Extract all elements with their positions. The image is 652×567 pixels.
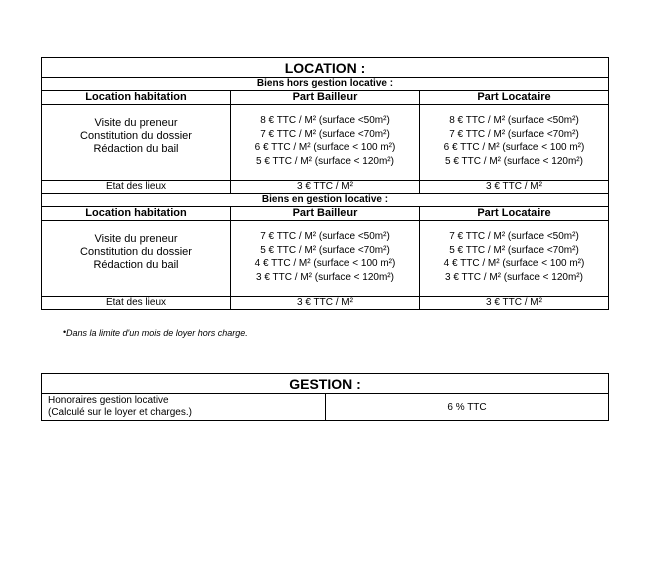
section1-col-locataire: Part Locataire: [420, 91, 609, 105]
section2-etat-label: Etat des lieux: [42, 297, 231, 310]
section2-etat-locataire: 3 € TTC / M²: [420, 297, 609, 310]
price-line: 5 € TTC / M² (surface <70m²): [260, 244, 390, 256]
section1-etat-bailleur: 3 € TTC / M²: [231, 181, 420, 194]
section2-col-location: Location habitation: [42, 207, 231, 221]
section2-services: [42, 221, 231, 297]
price-line: 4 € TTC / M² (surface < 100 m²): [443, 258, 585, 269]
price-line: 8 € TTC / M² (surface <50m²): [260, 115, 390, 126]
section1-etat-locataire: 3 € TTC / M²: [420, 181, 609, 194]
price-line: 7 € TTC / M² (surface <50m²): [449, 231, 579, 242]
price-line: 8 € TTC / M² (surface <50m²): [449, 115, 579, 126]
section1-services: [42, 105, 231, 181]
footnote: Dans la limite d'un mois de loyer hors charge.: [66, 328, 248, 338]
price-line: 3 € TTC / M² (surface < 120m²): [445, 271, 583, 283]
price-line: 6 € TTC / M² (surface < 100 m²): [443, 142, 585, 153]
service-item: Constitution du dossier: [80, 246, 192, 258]
price-line: 5 € TTC / M² (surface <70m²): [449, 244, 579, 256]
section1-col-bailleur: Part Bailleur: [231, 91, 420, 105]
price-line: 7 € TTC / M² (surface <70m²): [449, 128, 579, 140]
price-line: 4 € TTC / M² (surface < 100 m²): [254, 258, 396, 269]
gestion-value: 6 % TTC: [326, 394, 609, 421]
section2-etat-bailleur: 3 € TTC / M²: [231, 297, 420, 310]
service-item: Rédaction du bail: [93, 259, 179, 271]
section1-locataire-prices: [420, 105, 609, 181]
section1-subtitle: Biens hors gestion locative :: [42, 78, 609, 91]
section1-col-location: Location habitation: [42, 91, 231, 105]
section1-etat-label: Etat des lieux: [42, 181, 231, 194]
price-line: 3 € TTC / M² (surface < 120m²): [256, 271, 394, 283]
gestion-label-line1: Honoraires gestion locative: [48, 395, 169, 406]
gestion-label-line2: (Calculé sur le loyer et charges.): [48, 407, 192, 418]
location-table: [41, 57, 609, 310]
gestion-table: [41, 373, 609, 421]
section2-bailleur-prices: [231, 221, 420, 297]
service-item: Rédaction du bail: [93, 143, 179, 155]
gestion-title: GESTION :: [42, 374, 609, 394]
section2-col-locataire: Part Locataire: [420, 207, 609, 221]
location-title: LOCATION :: [42, 58, 609, 78]
section2-col-bailleur: Part Bailleur: [231, 207, 420, 221]
service-item: Constitution du dossier: [80, 130, 192, 142]
service-item: Visite du preneur: [94, 117, 178, 129]
price-line: 6 € TTC / M² (surface < 100 m²): [254, 142, 396, 153]
section1-bailleur-prices: [231, 105, 420, 181]
section2-subtitle: Biens en gestion locative :: [42, 194, 609, 207]
price-line: 7 € TTC / M² (surface <50m²): [260, 231, 390, 242]
note-bullet: •: [63, 327, 67, 337]
section2-locataire-prices: [420, 221, 609, 297]
price-line: 5 € TTC / M² (surface < 120m²): [256, 155, 394, 167]
service-item: Visite du preneur: [94, 233, 178, 245]
price-line: 7 € TTC / M² (surface <70m²): [260, 128, 390, 140]
price-line: 5 € TTC / M² (surface < 120m²): [445, 155, 583, 167]
gestion-label: [42, 394, 326, 421]
